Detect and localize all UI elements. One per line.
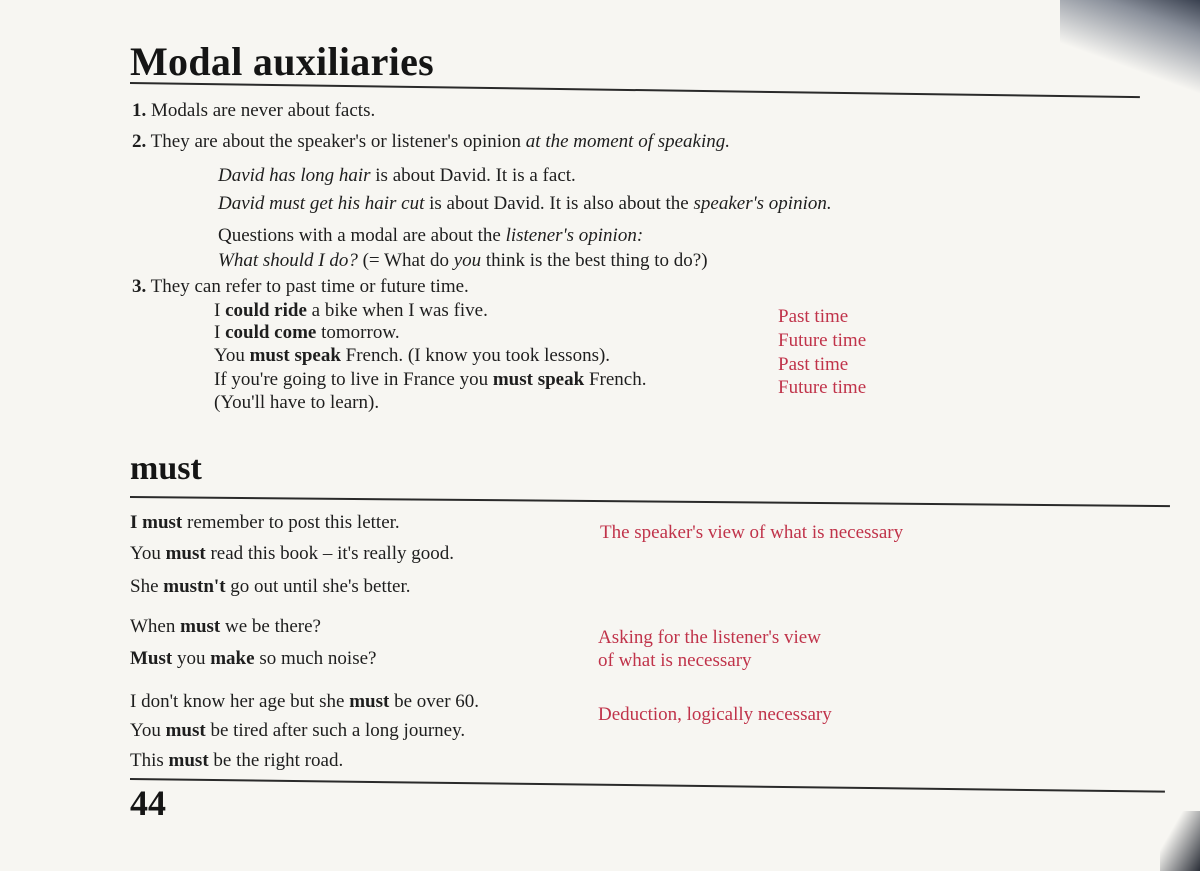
question-note-line2: What should I do? (= What do you think is the best thing to do?) [218,250,708,271]
point-2: 2. They are about the speaker's or listener's opinion at the moment of speaking. [132,131,731,152]
example-fact: David has long hair is about David. It is a fact. [218,165,576,186]
time-note: Past time [778,354,849,375]
footer-rule [130,778,1165,793]
must-example: She mustn't go out until she's better. [130,576,411,597]
must-example: You must read this book – it's really good. [130,543,454,564]
must-example: I don't know her age but she must be over 60. [130,691,480,712]
time-example-extra: (You'll have to learn). [214,392,380,413]
time-example: I could come tomorrow. [214,322,400,343]
must-note: The speaker's view of what is necessary [600,522,904,543]
must-example: You must be tired after such a long journey. [130,720,466,741]
time-note: Future time [778,330,867,351]
time-example: If you're going to live in France you must speak French. [214,369,647,390]
must-note: of what is necessary [598,650,752,671]
section-title-modal-auxiliaries: Modal auxiliaries [130,39,434,84]
must-example: This must be the right road. [130,750,344,771]
point-1: 1. Modals are never about facts. [132,100,376,121]
must-note: Asking for the listener's view [598,627,821,648]
heading-rule [130,82,1140,98]
time-note: Past time [778,306,849,327]
must-example: Must you make so much noise? [130,648,377,669]
must-example: I must remember to post this letter. [130,512,400,533]
time-example: I could ride a bike when I was five. [214,300,488,321]
must-example: When must we be there? [130,616,321,637]
time-note: Future time [778,377,867,398]
page-number: 44 [130,783,166,823]
page-edge-shadow [1060,0,1200,120]
example-opinion: David must get his hair cut is about David. It is also about the speaker's opinion. [218,193,832,214]
time-example: You must speak French. (I know you took lessons). [214,345,611,366]
heading-rule [130,496,1170,507]
point-3: 3. They can refer to past time or future time. [132,276,469,297]
question-note-line1: Questions with a modal are about the listener's opinion: [218,225,644,246]
page-edge-shadow-bottom [1160,811,1200,871]
section-title-must: must [130,450,202,487]
must-note: Deduction, logically necessary [598,704,832,725]
